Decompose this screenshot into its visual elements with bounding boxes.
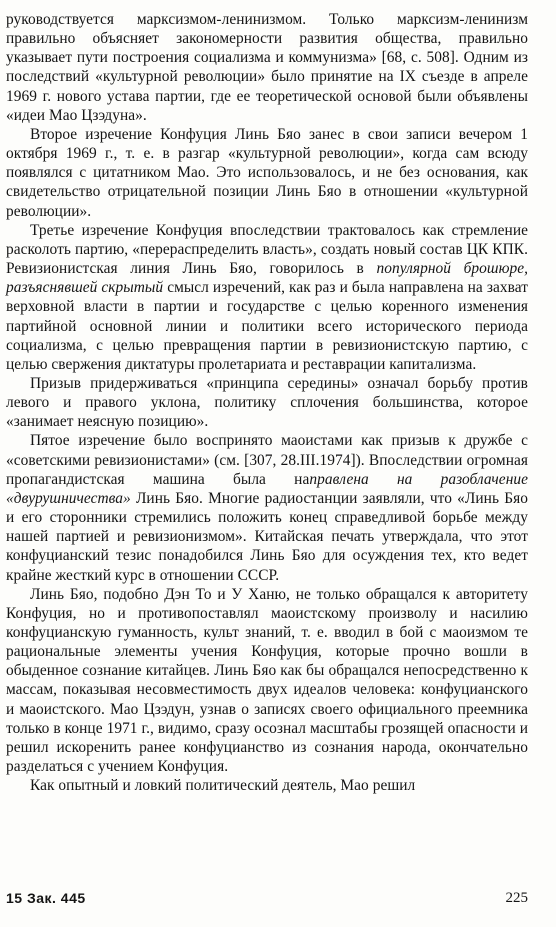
paragraph-3	[6, 221, 528, 374]
paragraph-3-end: смысл изречений, как раз и была направлена на захват верховной власти в партии и государстве с целью коренного изменения партийной основной линии и политики всего исторического периода социализма, с целью превращения партии в ревизионистскую партию, с целью свержения диктатуры пролетариата и реставрации капитализма.	[6, 279, 528, 373]
paragraph-3-emphasis: популярной брошюре, разъяснявшей скрытый	[6, 260, 528, 297]
paragraph-6: Линь Бяо, подобно Дэн То и У Ханю, не только обращался к авторитету Конфуция, но и противопоставлял маоистскому произволу и насилию конфуцианскую гуманность, культ знаний, т. е. вводил в бой с маоизмом те рациональные элементы учения Конфуция, которые прочно вошли в обыденное сознание китайцев. Линь Бяо как бы обращался непосредственно к массам, показывая несовместимость двух идеалов человека: конфуцианского и маоистского. Мао Цзэдун, узнав о записях своего официального преемника только в конце 1971 г., видимо, сразу осознал масштабы грозящей опасности и решил искоренить ранее конфуцианство из сознания народа, окончательно разделаться с учением Конфуция.	[6, 585, 528, 776]
paragraph-5-end: Линь Бяо. Многие радиостанции заявляли, что «Линь Бяо и его сторонники стремились положить конец справедливой борьбе между нашей партией и ревизионизмом». Китайская печать утверждала, что этот конфуцианский тезис понадобился Линь Бяо для осуждения тех, кто ведет крайне жесткий курс в отношении СССР.	[6, 489, 528, 584]
paragraph-5	[6, 431, 528, 584]
paragraph-4: Призыв придерживаться «принципа середины» означал борьбу против левого и правого уклона, политику сплочения большинства, которое «занимает неясную позицию».	[6, 374, 528, 431]
paragraph-5-start: Пятое изречение было воспринято маоистами как призыв к дружбе с «советскими ревизионистами» (см. [307, 28.III.1974]). Впоследствии огромная пропагандистская машина была на	[6, 432, 528, 488]
printer-signature: 15 Зак. 445	[6, 890, 86, 906]
body-text	[6, 10, 528, 795]
paragraph-5-emphasis: правлена на разоблачение «двурушничества»	[6, 470, 528, 507]
paragraph-3-start: Третье изречение Конфуция впоследствии трактовалось как стремление расколоть партию, «перераспределить власть», создать новый состав ЦК КПК. Ревизионистская линия Линь Бяо, говорилось в	[6, 221, 528, 278]
paragraph-7: Как опытный и ловкий политический деятель, Мао решил	[30, 777, 416, 795]
paragraph-1: руководствуется марксизмом-ленинизмом. Только марксизм-ленинизм правильно объясняет закономерности развития общества, правильно указывает пути построения социализма и коммунизма» [68, с. 508]. Одним из последствий «культурной революции» было принятие на IX съезде в апреле 1969 г. нового устава партии, где ее теоретической основой были объявлены «идеи Мао Цзэдуна».	[6, 11, 528, 124]
page-footer	[6, 890, 528, 907]
page-number: 225	[505, 890, 528, 906]
paragraph-2: Второе изречение Конфуция Линь Бяо занес в свои записи вечером 1 октября 1969 г., т. е. в разгар «культурной революции», когда сам всюду появлялся с цитатником Мао. Это использовалось, и не без основания, как свидетельство отрицательной позиции Линь Бяо в отношении «культурной революции».	[6, 125, 528, 220]
